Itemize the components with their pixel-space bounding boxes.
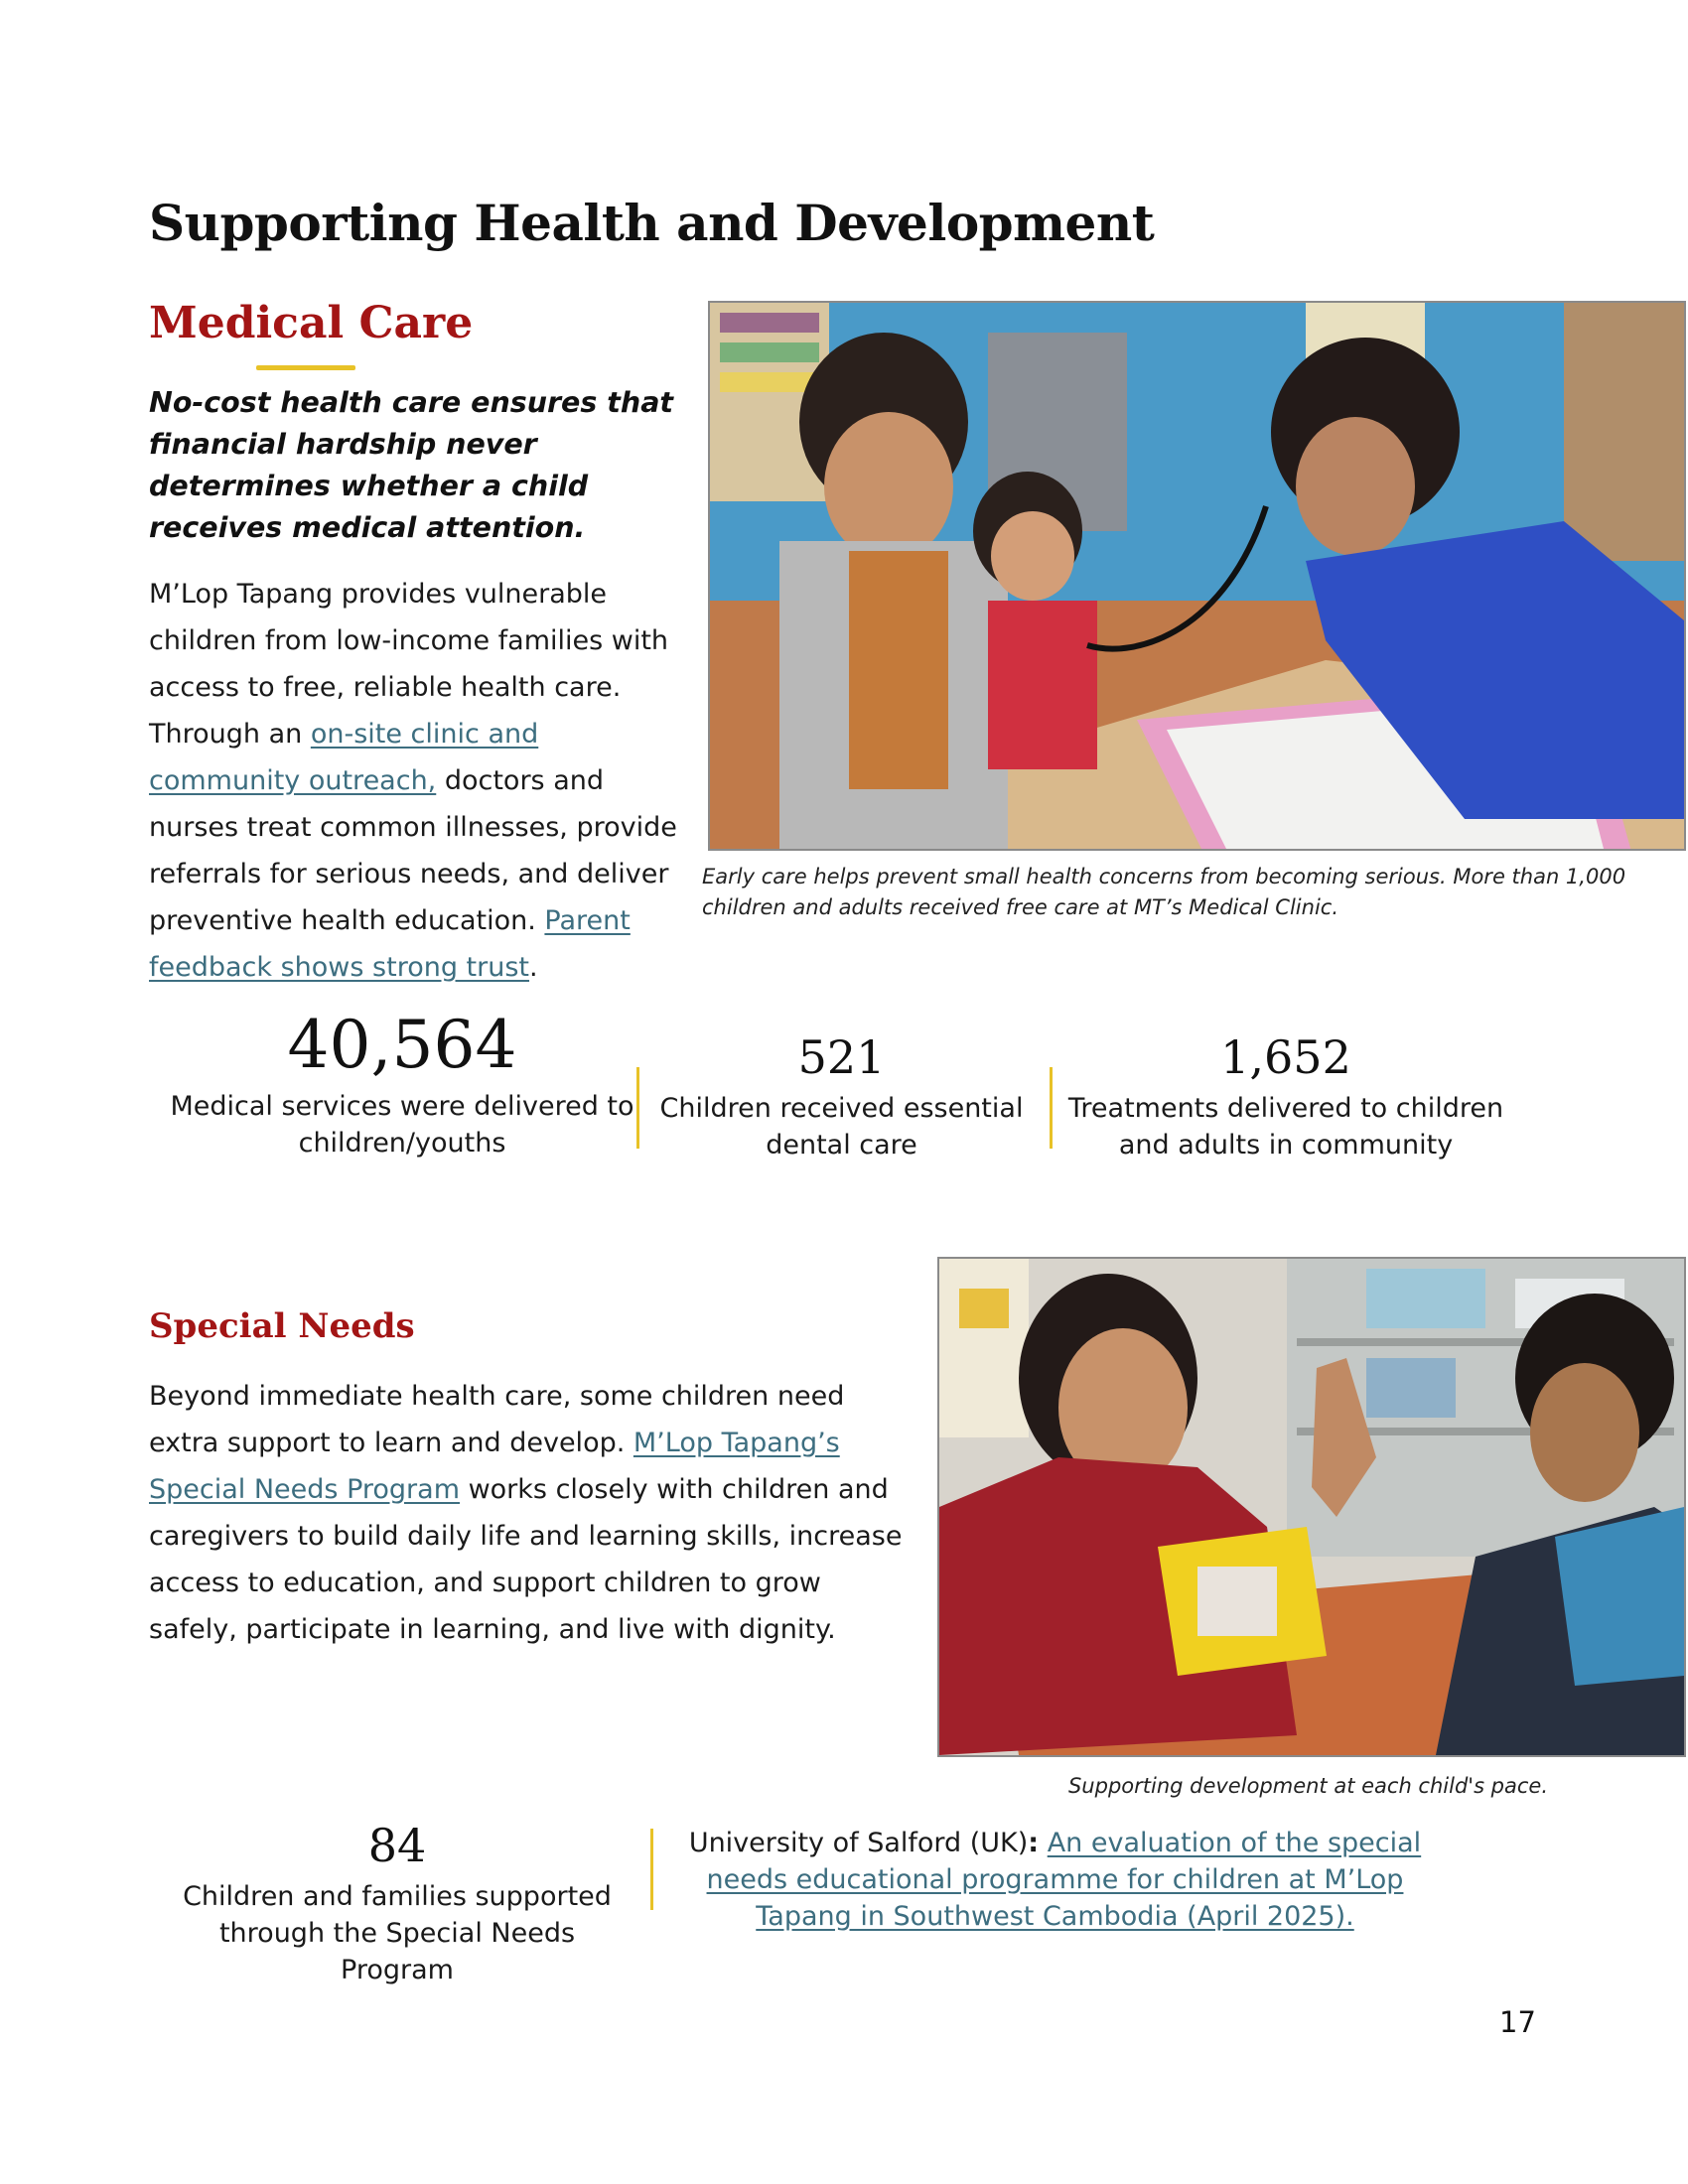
reference-colon: :: [1028, 1828, 1040, 1858]
special-needs-program-link[interactable]: M’Lop Tapang’s Special Needs Program: [149, 1428, 840, 1505]
medical-care-body-text: M’Lop Tapang provides vulnerable children from low-income families with access to free, reliable health care. Through an: [149, 579, 669, 750]
medical-care-body: [149, 571, 690, 991]
medical-care-body-text-3: .: [529, 952, 538, 983]
stat-label: Treatments delivered to children and adults in community: [1067, 1093, 1504, 1160]
stat-label: Medical services were delivered to children/youths: [170, 1091, 634, 1159]
reference-source: University of Salford (UK): [688, 1828, 1029, 1858]
stat-special-needs-supported: [169, 1819, 626, 1988]
medical-photo-caption: Early care helps prevent small health concerns from becoming serious. More than 1,000 children and adults received free care at MT’s Medical Clinic.: [702, 865, 1626, 919]
medical-clinic-photo: [708, 301, 1686, 851]
stat-number: 40,564: [287, 1007, 517, 1083]
stat-divider: [650, 1829, 653, 1910]
special-needs-body: [149, 1373, 914, 1653]
medical-care-heading: Medical Care: [149, 298, 474, 348]
stat-divider: [1050, 1067, 1053, 1149]
stat-medical-services: [169, 1007, 635, 1161]
stat-community-treatments: [1062, 1030, 1509, 1163]
page-title: Supporting Health and Development: [149, 194, 1155, 252]
medical-care-body-text-2: doctors and nurses treat common illnesses, provide referrals for serious needs, and deliver preventive health education.: [149, 765, 677, 936]
stat-number: 84: [367, 1819, 427, 1872]
stat-number: 1,652: [1220, 1030, 1351, 1084]
evaluation-report-link[interactable]: An evaluation of the special needs educational programme for children at M’Lop Tapang in Southwest Cambodia (April 2025).: [706, 1828, 1422, 1932]
stat-label: Children and families supported through the Special Needs Program: [183, 1881, 612, 1985]
special-needs-body-text-2: works closely with children and caregivers to build daily life and learning skills, increase access to education, and support children to grow safely, participate in learning, and live with dignity.: [149, 1474, 903, 1645]
evaluation-reference: [675, 1825, 1435, 1935]
stat-number: 521: [797, 1030, 886, 1084]
special-needs-body-text: Beyond immediate health care, some children need extra support to learn and develop.: [149, 1381, 845, 1458]
page-number: 17: [1499, 2005, 1536, 2039]
stat-dental-care: [655, 1030, 1028, 1163]
stat-label: Children received essential dental care: [659, 1093, 1024, 1160]
stat-divider: [636, 1067, 639, 1149]
special-needs-photo: [937, 1257, 1686, 1757]
parent-feedback-link[interactable]: Parent feedback shows strong trust: [149, 905, 631, 983]
medical-care-lead: No-cost health care ensures that financial hardship never determines whether a child receives medical attention.: [149, 386, 674, 544]
clinic-outreach-link[interactable]: on-site clinic and community outreach,: [149, 719, 539, 796]
special-needs-photo-caption: Supporting development at each child's pace.: [1067, 1774, 1549, 1798]
heading-accent-divider: [256, 365, 355, 370]
special-needs-heading: Special Needs: [149, 1306, 415, 1346]
